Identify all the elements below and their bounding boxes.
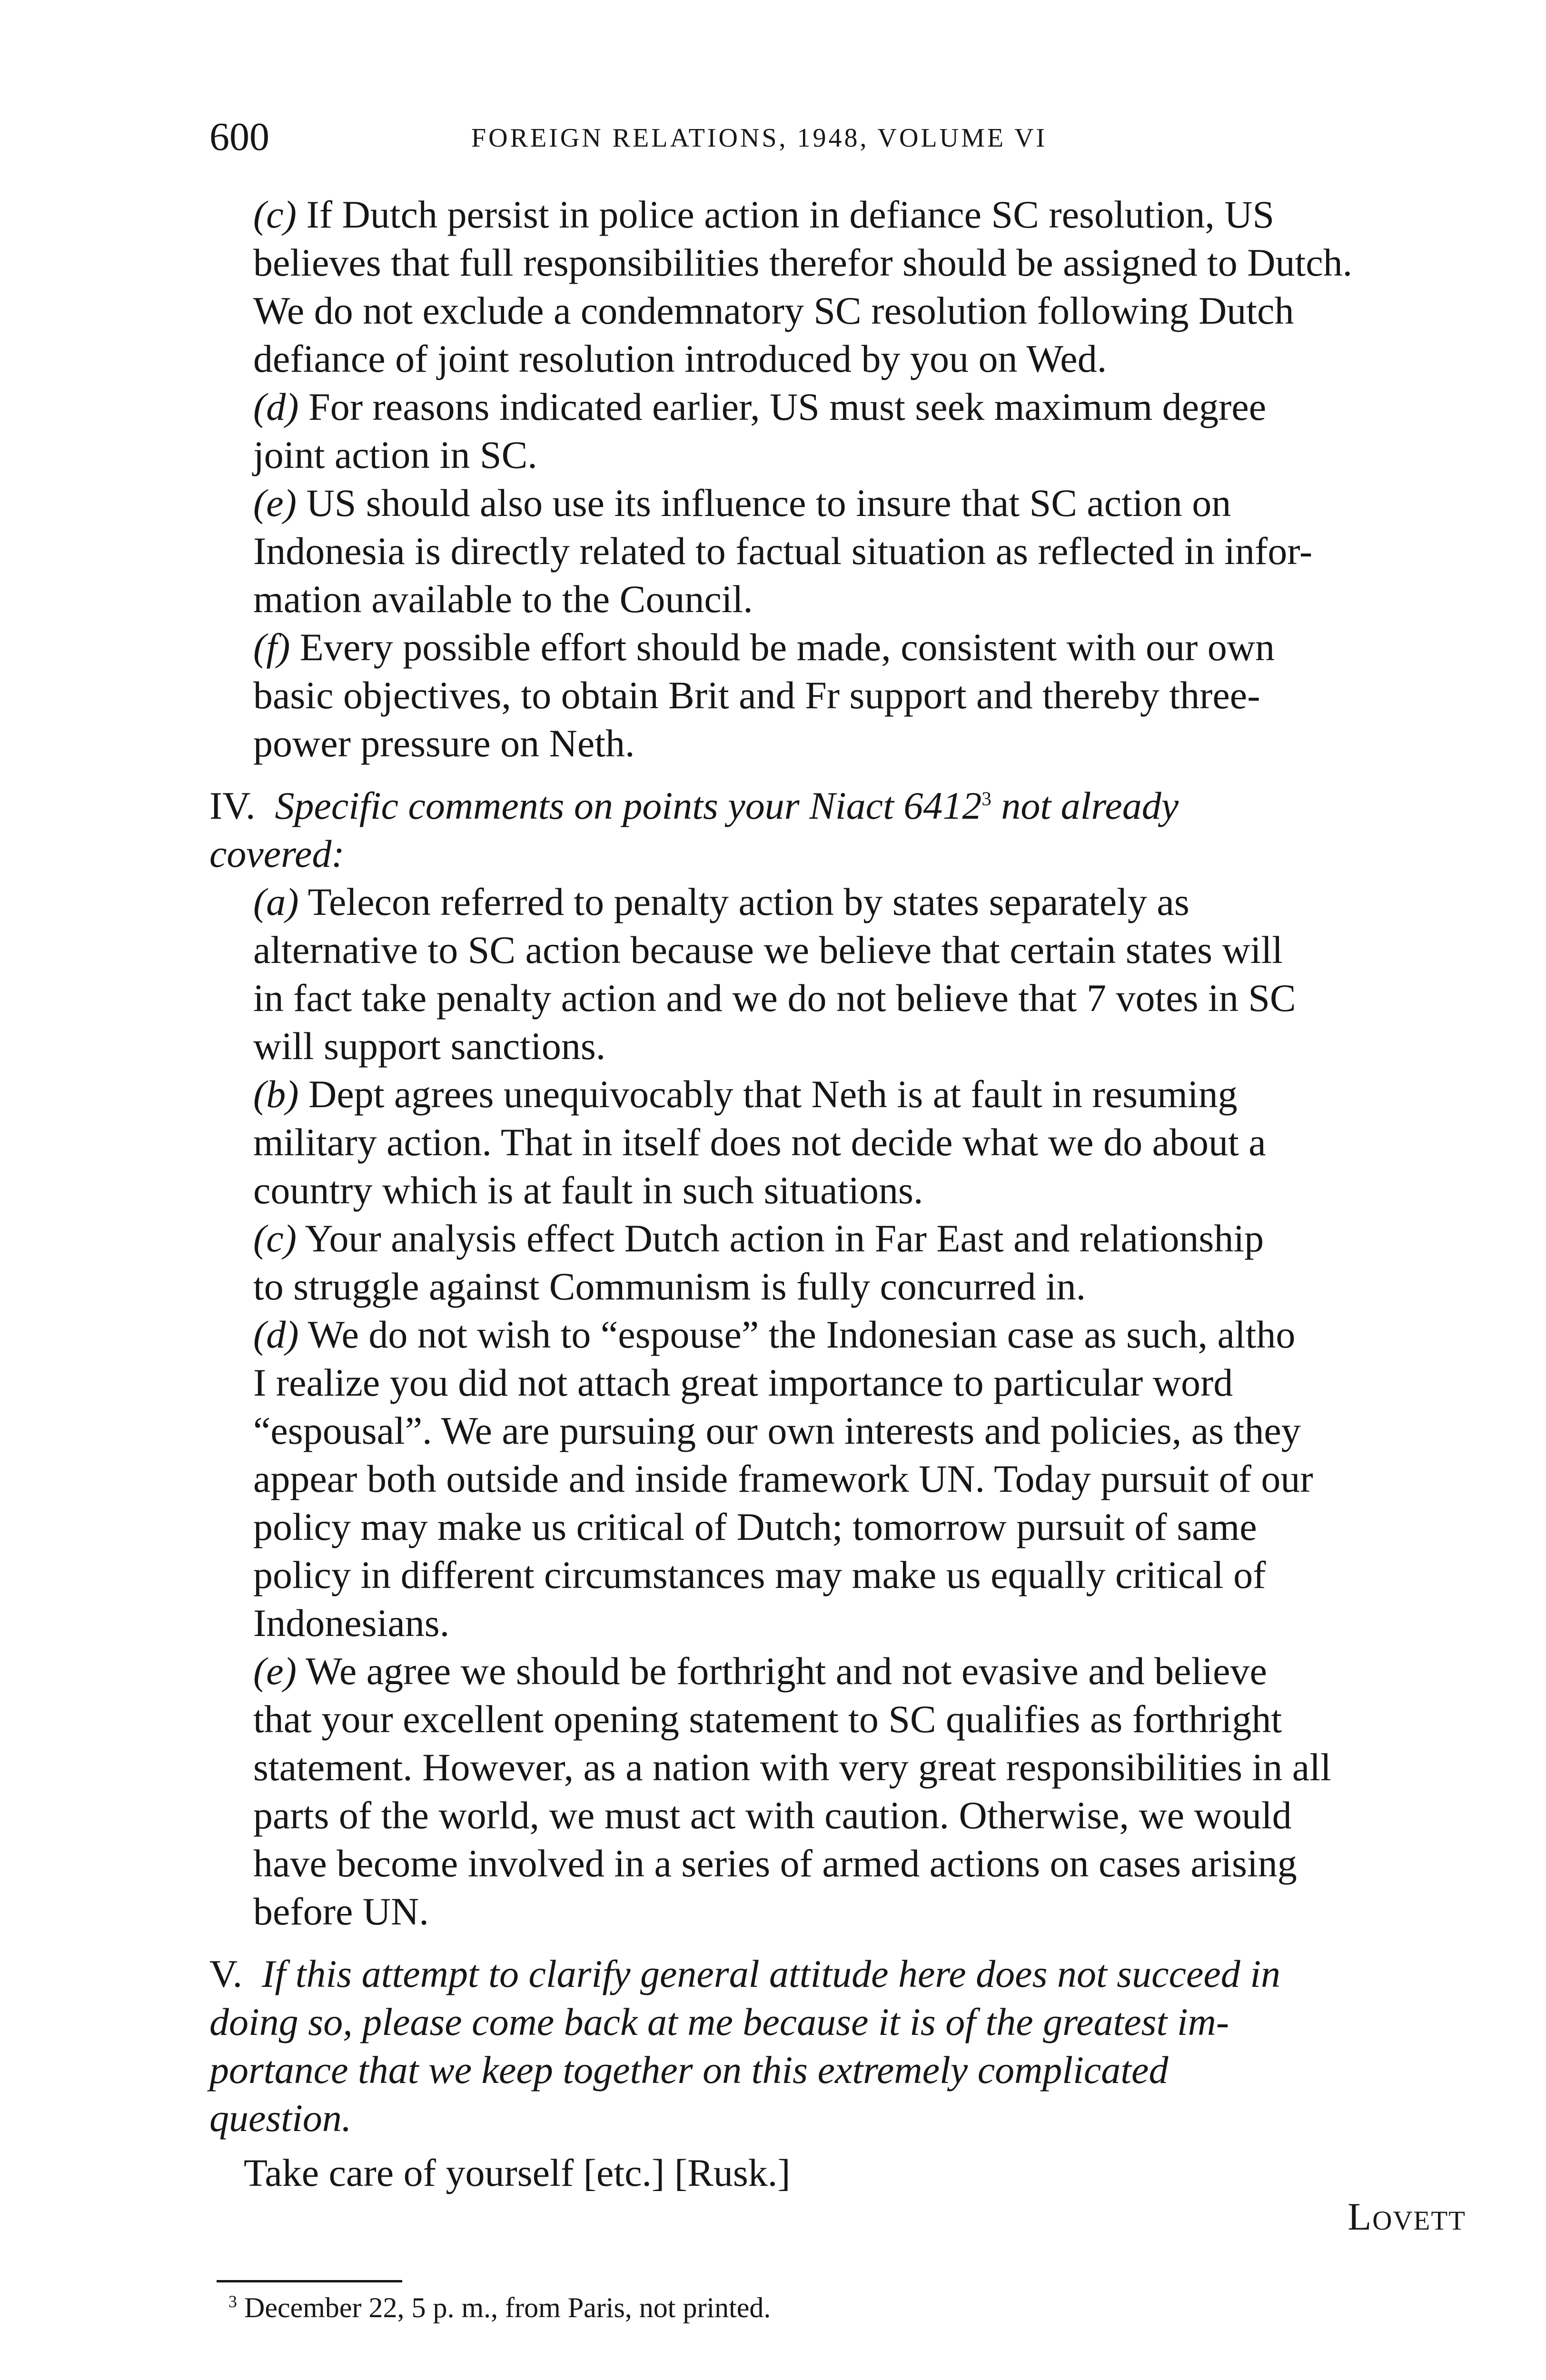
text-line: have become involved in a series of armed actions on cases arising — [253, 1842, 1297, 1885]
paragraph-iv-b — [209, 1070, 1466, 1214]
text-line: doing so, please come back at me because it is of the greatest im- — [209, 2000, 1229, 2043]
heading-text: covered: — [209, 832, 345, 875]
text-line: alternative to SC action because we believe that certain states will — [253, 928, 1283, 972]
section-numeral: IV. — [209, 784, 256, 827]
text-line: If Dutch persist in police action in defiance SC resolution, US — [306, 193, 1275, 236]
item-mark: (c) — [253, 1217, 297, 1260]
section-numeral: V. — [209, 1952, 243, 1995]
text-line: We do not exclude a condemnatory SC resolution following Dutch — [253, 289, 1294, 332]
text-line: military action. That in itself does not decide what we do about a — [253, 1121, 1266, 1164]
heading-text: Specific comments on points your Niact 6412 — [275, 784, 982, 827]
text-line: For reasons indicated earlier, US must seek maximum degree — [308, 385, 1267, 428]
running-head — [209, 113, 1209, 170]
text-line: We agree we should be forthright and not evasive and believe — [306, 1649, 1267, 1693]
item-mark: (b) — [253, 1072, 299, 1116]
text-line: defiance of joint resolution introduced by you on Wed. — [253, 337, 1107, 380]
text-line: statement. However, as a nation with very great responsibilities in all — [253, 1745, 1331, 1789]
text-line: portance that we keep together on this extremely complicated — [209, 2048, 1169, 2092]
page-number: 600 — [209, 115, 269, 159]
section-iv-heading — [209, 782, 1466, 878]
text-line: to struggle against Communism is fully concurred in. — [253, 1265, 1086, 1308]
text-line: joint action in SC. — [253, 433, 537, 476]
closing-block — [209, 2149, 1466, 2238]
footnote-number: 3 — [228, 2292, 237, 2311]
item-mark: (c) — [253, 193, 297, 236]
paragraph-iii-f — [209, 623, 1466, 767]
footnote-text: December 22, 5 p. m., from Paris, not printed. — [244, 2292, 771, 2323]
text-line: power pressure on Neth. — [253, 722, 635, 765]
section-v — [209, 1950, 1466, 2142]
text-line: Dept agrees unequivocably that Neth is at fault in resuming — [308, 1072, 1238, 1116]
text-line: will support sanctions. — [253, 1024, 606, 1068]
footnote-rule — [217, 2280, 402, 2282]
paragraph-iv-e — [209, 1647, 1466, 1935]
text-line: Every possible effort should be made, consistent with our own — [299, 625, 1275, 669]
text-line: Indonesians. — [253, 1601, 450, 1645]
heading-text: not already — [1001, 784, 1179, 827]
paragraph-iii-e — [209, 479, 1466, 623]
paragraph-iii-c — [209, 190, 1466, 383]
paragraph-iv-c — [209, 1214, 1466, 1310]
document-body — [209, 190, 1466, 2238]
text-line: Indonesia is directly related to factual situation as reflected in infor- — [253, 529, 1313, 573]
text-line: question. — [209, 2096, 352, 2140]
item-mark: (d) — [253, 385, 299, 428]
text-line: country which is at fault in such situations. — [253, 1169, 923, 1212]
footnote — [228, 2289, 771, 2327]
header-title: FOREIGN RELATIONS, 1948, VOLUME VI — [471, 123, 1048, 153]
text-line: “espousal”. We are pursuing our own interests and policies, as they — [253, 1409, 1301, 1452]
text-line: policy may make us critical of Dutch; tomorrow pursuit of same — [253, 1505, 1257, 1548]
text-line: basic objectives, to obtain Brit and Fr support and thereby three- — [253, 674, 1260, 717]
item-mark: (d) — [253, 1313, 299, 1356]
text-line: parts of the world, we must act with caution. Otherwise, we would — [253, 1794, 1292, 1837]
text-line: believes that full responsibilities therefor should be assigned to Dutch. — [253, 241, 1353, 284]
item-mark: (f) — [253, 625, 290, 669]
text-line: mation available to the Council. — [253, 577, 753, 621]
text-line: in fact take penalty action and we do not believe that 7 votes in SC — [253, 976, 1296, 1020]
closing-line: Take care of yourself [etc.] [Rusk.] — [244, 2151, 791, 2194]
signature: Lovett — [1348, 2195, 1466, 2238]
text-line: I realize you did not attach great importance to particular word — [253, 1361, 1233, 1404]
text-line: We do not wish to “espouse” the Indonesian case as such, altho — [307, 1313, 1296, 1356]
text-line: that your excellent opening statement to SC qualifies as forthright — [253, 1697, 1282, 1741]
paragraph-iii-d — [209, 383, 1466, 479]
text-line: before UN. — [253, 1890, 429, 1933]
paragraph-iv-d — [209, 1310, 1466, 1647]
item-mark: (e) — [253, 481, 297, 525]
text-line: policy in different circumstances may make us equally critical of — [253, 1553, 1266, 1597]
text-line: Telecon referred to penalty action by states separately as — [307, 880, 1189, 923]
text-line: If this attempt to clarify general attitude here does not succeed in — [262, 1952, 1281, 1995]
item-mark: (a) — [253, 880, 299, 923]
text-line: appear both outside and inside framework UN. Today pursuit of our — [253, 1457, 1313, 1500]
text-line: US should also use its influence to insure that SC action on — [306, 481, 1231, 525]
text-line: Your analysis effect Dutch action in Far East and relationship — [305, 1217, 1264, 1260]
item-mark: (e) — [253, 1649, 297, 1693]
footnote-ref: 3 — [981, 787, 991, 810]
paragraph-iv-a — [209, 878, 1466, 1070]
